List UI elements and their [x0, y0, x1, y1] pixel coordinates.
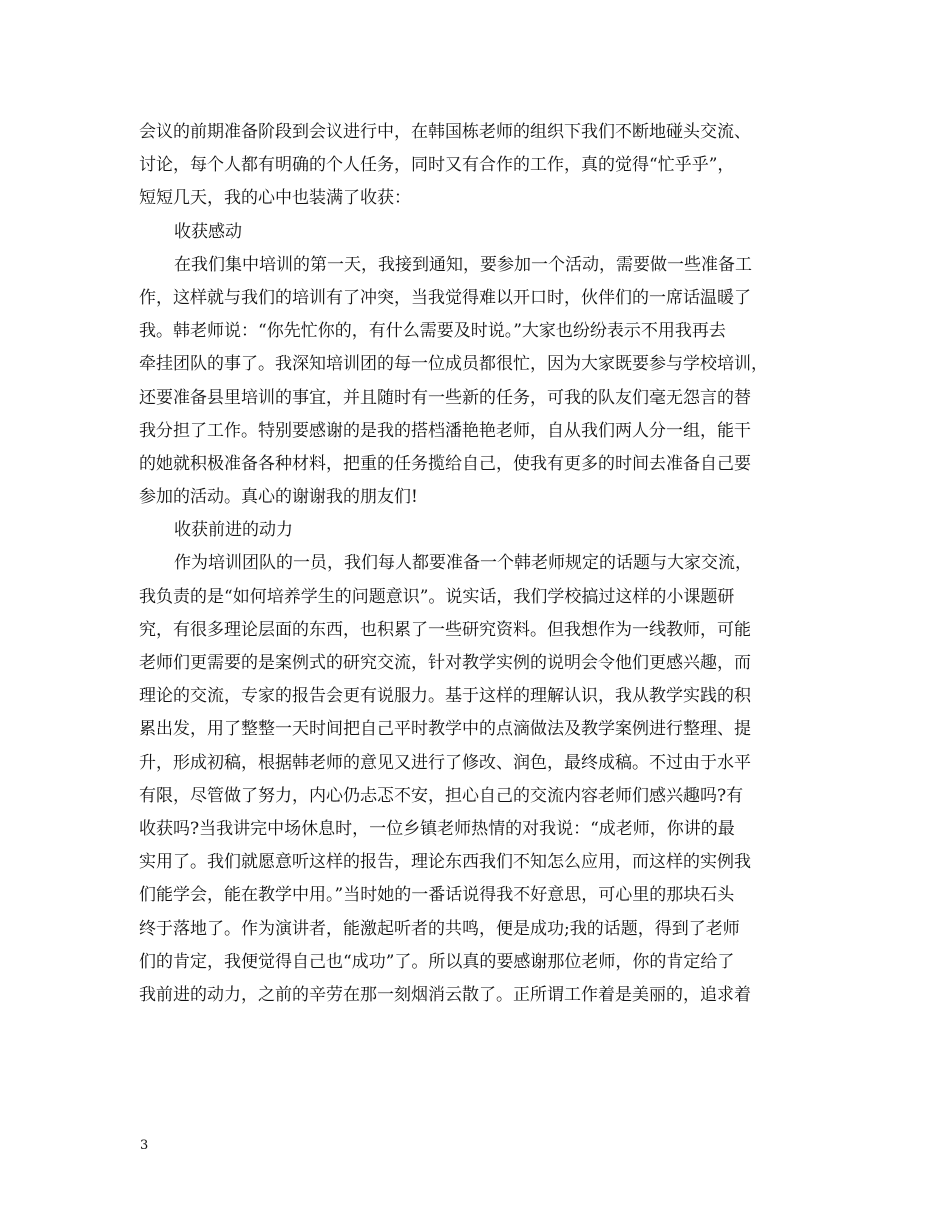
text-line: 收获感动	[174, 221, 242, 242]
text-line: 我前进的动力，之前的辛劳在那一刻烟消云散了。正所谓工作着是美丽的，追求着	[139, 984, 751, 1005]
text-line: 们能学会，能在教学中用。”当时她的一番话说得我不好意思，可心里的那块石头	[139, 885, 735, 906]
text-line: 参加的活动。真心的谢谢我的朋友们!	[139, 487, 418, 508]
text-line: 实用了。我们就愿意听这样的报告，理论东西我们不知怎么应用，而这样的实例我	[139, 852, 751, 873]
text-line: 累出发，用了整整一天时间把自己平时教学中的点滴做法及教学案例进行整理、提	[139, 719, 751, 740]
text-line: 升，形成初稿，根据韩老师的意见又进行了修改、润色，最终成稿。不过由于水平	[139, 752, 751, 773]
text-line: 终于落地了。作为演讲者，能激起听者的共鸣，便是成功;我的话题，得到了老师	[139, 918, 740, 939]
text-line: 的她就积极准备各种材料，把重的任务揽给自己，使我有更多的时间去准备自己要	[139, 453, 751, 474]
text-line: 我负责的是“如何培养学生的问题意识”。说实话，我们学校搞过这样的小课题研	[139, 586, 735, 607]
text-line: 还要准备县里培训的事宜，并且随时有一些新的任务，可我的队友们毫无怨言的替	[139, 387, 751, 408]
text-line: 们的肯定，我便觉得自己也“成功”了。所以真的要感谢那位老师，你的肯定给了	[139, 951, 735, 972]
text-line: 在我们集中培训的第一天，我接到通知，要参加一个活动，需要做一些准备工	[174, 254, 752, 275]
text-line: 牵挂团队的事了。我深知培训团的每一位成员都很忙，因为大家既要参与学校培训，	[139, 354, 768, 375]
text-line: 作，这样就与我们的培训有了冲突，当我觉得难以开口时，伙伴们的一席话温暖了	[139, 287, 751, 308]
text-line: 我分担了工作。特别要感谢的是我的搭档潘艳艳老师，自从我们两人分一组，能干	[139, 420, 751, 441]
text-line: 收获吗?当我讲完中场休息时，一位乡镇老师热情的对我说：“成老师，你讲的最	[139, 818, 735, 839]
text-line: 讨论，每个人都有明确的个人任务，同时又有合作的工作，真的觉得“忙乎乎”，	[139, 155, 735, 176]
text-line: 收获前进的动力	[174, 520, 293, 541]
page-number: 3	[140, 1138, 149, 1153]
text-line: 会议的前期准备阶段到会议进行中，在韩国栋老师的组织下我们不断地碰头交流、	[139, 122, 751, 142]
document-body	[139, 116, 819, 1012]
text-line: 有限，尽管做了努力，内心仍忐忑不安，担心自己的交流内容老师们感兴趣吗?有	[139, 785, 744, 806]
text-line: 我。韩老师说：“你先忙你的，有什么需要及时说。”大家也纷纷表示不用我再去	[139, 321, 726, 342]
text-line: 作为培训团队的一员，我们每人都要准备一个韩老师规定的话题与大家交流，	[174, 553, 752, 574]
text-line: 究，有很多理论层面的东西，也积累了一些研究资料。但我想作为一线教师，可能	[139, 619, 751, 640]
text-line: 理论的交流，专家的报告会更有说服力。基于这样的理解认识，我从教学实践的积	[139, 686, 751, 707]
text-line: 老师们更需要的是案例式的研究交流，针对教学实例的说明会令他们更感兴趣，而	[139, 653, 751, 673]
text-line: 短短几天，我的心中也装满了收获：	[139, 188, 411, 209]
